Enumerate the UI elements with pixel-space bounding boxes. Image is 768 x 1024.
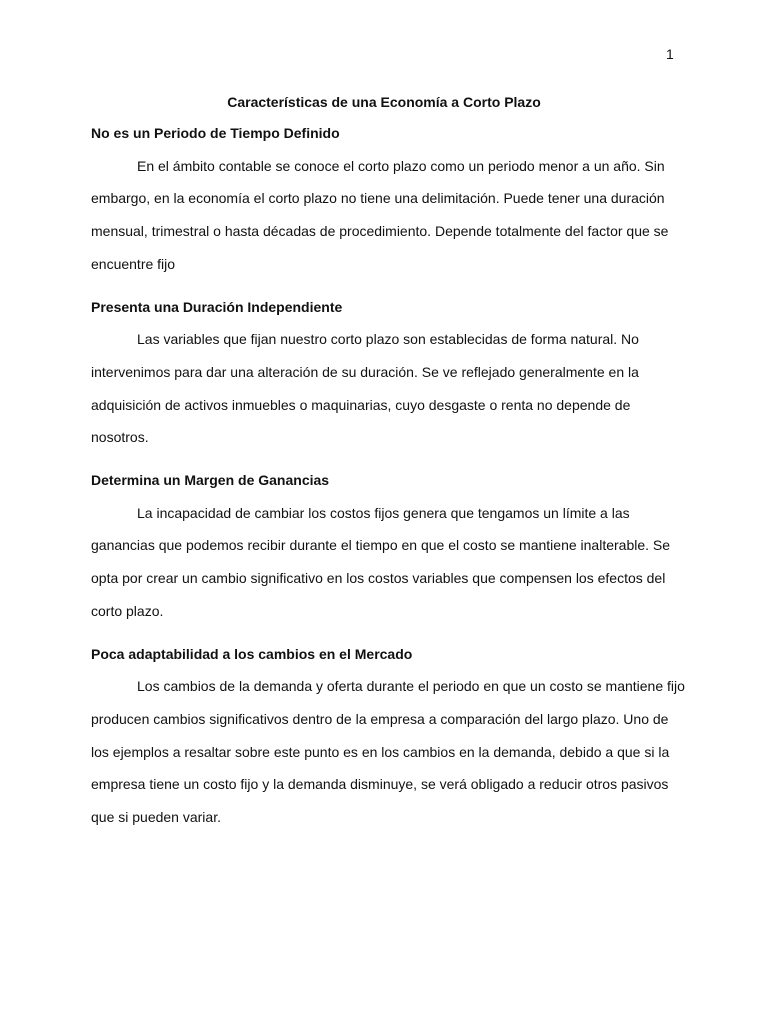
paragraph-line: adquisición de activos inmuebles o maquinarias, cuyo desgaste o renta no depende de — [91, 396, 631, 413]
sections — [91, 117, 691, 834]
paragraph-line: ganancias que podemos recibir durante el tiempo en que el costo se mantiene inalterable. Se — [91, 537, 671, 554]
paragraph-line: nosotros. — [91, 429, 149, 446]
section-heading: Presenta una Duración Independiente — [91, 298, 343, 315]
paragraph-line: opta por crear un cambio significativo en los costos variables que compensen los efectos del — [91, 570, 666, 587]
paragraph-line: los ejemplos a resaltar sobre este punto es en los cambios en la demanda, debido a que si la — [91, 743, 670, 760]
section-heading: Determina un Margen de Ganancias — [91, 472, 330, 489]
paragraph-line: Los cambios de la demanda y oferta durante el periodo en que un costo se mantiene fijo — [137, 678, 685, 695]
paragraph-line: mensual, trimestral o hasta décadas de procedimiento. Depende totalmente del factor que se — [91, 223, 669, 240]
paragraph-line: embargo, en la economía el corto plazo no tiene una delimitación. Puede tener una duración — [91, 190, 665, 207]
document-title: Características de una Economía a Corto Plazo — [227, 94, 541, 110]
paragraph — [91, 497, 691, 628]
paragraph-line: En el ámbito contable se conoce el corto plazo como un periodo menor a un año. Sin — [137, 157, 665, 174]
section — [91, 638, 691, 834]
paragraph — [91, 323, 691, 454]
page-number: 1 — [666, 46, 674, 62]
paragraph-line: empresa tiene un costo fijo y la demanda disminuye, se verá obligado a reducir otros pasivos — [91, 776, 669, 793]
paragraph — [91, 150, 691, 281]
document-body — [91, 87, 691, 834]
paragraph-line: que si pueden variar. — [91, 809, 221, 826]
paragraph-line: corto plazo. — [91, 602, 164, 619]
paragraph — [91, 670, 691, 834]
section-heading: No es un Periodo de Tiempo Definido — [91, 125, 340, 141]
paragraph-line: Las variables que fijan nuestro corto plazo son establecidas de forma natural. No — [137, 331, 639, 348]
section-heading: Poca adaptabilidad a los cambios en el Mercado — [91, 645, 413, 662]
section — [91, 117, 691, 281]
paragraph-line: encuentre fijo — [91, 255, 176, 272]
paragraph-line: intervenimos para dar una alteración de su duración. Se ve reflejado generalmente en la — [91, 363, 639, 380]
paragraph-line: La incapacidad de cambiar los costos fijos genera que tengamos un límite a las — [137, 504, 630, 521]
section — [91, 291, 691, 455]
paragraph-line: producen cambios significativos dentro de la empresa a comparación del largo plazo. Uno de — [91, 710, 669, 727]
section — [91, 464, 691, 628]
